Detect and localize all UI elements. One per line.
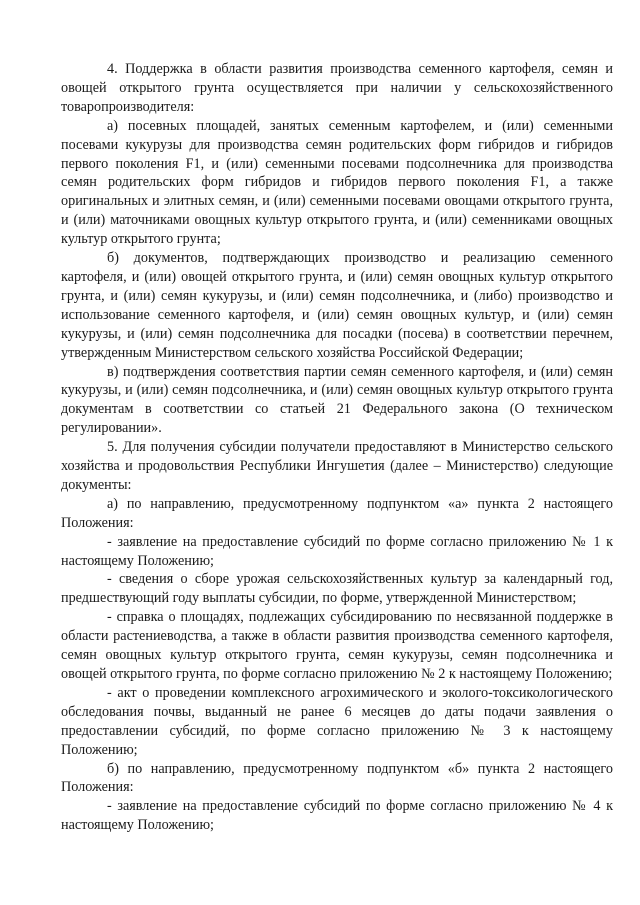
list-item-application: - заявление на предоставление субсидий по форме согласно приложению № 1 к настоящему Положению; bbox=[61, 533, 613, 569]
document-body bbox=[61, 60, 613, 835]
paragraph-subitem-b-documents: б) по направлению, предусмотренному подпунктом «б» пункта 2 настоящего Положения: bbox=[61, 760, 613, 796]
list-item-application-4: - заявление на предоставление субсидий по форме согласно приложению № 4 к настоящему Положению; bbox=[61, 798, 613, 834]
list-item-soil-survey-act: - акт о проведении комплексного агрохимического и эколого-токсикологического обследования почвы, выданный не ранее 6 месяцев до даты подачи заявления о предоставлении субсидий, по форме согласно приложению № 3 к настоящему Положению; bbox=[61, 684, 613, 758]
paragraph-subitem-v: в) подтверждения соответствия партии семян семенного картофеля, и (или) семян кукурузы, и (или) семян подсолнечника, и (или) семян овощных культур открытого грунта документам в соответствии со статьей 21 Федерального закона (О техническом регулировании». bbox=[61, 363, 613, 437]
paragraph-subitem-a: а) посевных площадей, занятых семенным картофелем, и (или) семенными посевами кукурузы для производства семян родительских форм гибридов и гибридов первого поколения F1, и (или) семенными посевами подсолнечника для производства семян родительских форм гибридов и гибридов первого поколения F1, а также оригинальных и элитных семян, и (или) семенными посевами овощами открытого грунта, и (или) маточниками овощных культур открытого грунта, и (или) семенниками овощных культур открытого грунта; bbox=[61, 117, 613, 248]
paragraph-item-4: 4. Поддержка в области развития производства семенного картофеля, семян и овощей открытого грунта осуществляется при наличии у сельскохозяйственного товаропроизводителя: bbox=[61, 61, 613, 115]
paragraph-subitem-a-documents: а) по направлению, предусмотренному подпунктом «а» пункта 2 настоящего Положения: bbox=[61, 495, 613, 531]
list-item-area-certificate: - справка о площадях, подлежащих субсидированию по несвязанной поддержке в области растениеводства, а также в области развития производства семенного картофеля, семян овощных культур открытого грунта, семян кукурузы, семян подсолнечника и овощей открытого грунта, по форме согласно приложению № 2 к настоящему Положению; bbox=[61, 609, 613, 682]
paragraph-subitem-b: б) документов, подтверждающих производство и реализацию семенного картофеля, и (или) овощей открытого грунта, и (или) семян овощных культур открытого грунта, и (или) семян кукурузы, и (или) семян подсолнечника, и (либо) производство и использование семенного картофеля, и (или) семян овощных культур, и (или) семян кукурузы, и (или) семян подсолнечника для посадки (посева) в соответствии перечнем, утвержденным Министерством сельского хозяйства Российской Федерации; bbox=[61, 250, 613, 361]
list-item-harvest-info: - сведения о сборе урожая сельскохозяйственных культур за календарный год, предшествующий году выплаты субсидии, по форме, утвержденной Министерством; bbox=[61, 571, 613, 607]
paragraph-item-5: 5. Для получения субсидии получатели предоставляют в Министерство сельского хозяйства и продовольствия Республики Ингушетия (далее – Министерство) следующие документы: bbox=[61, 439, 613, 493]
